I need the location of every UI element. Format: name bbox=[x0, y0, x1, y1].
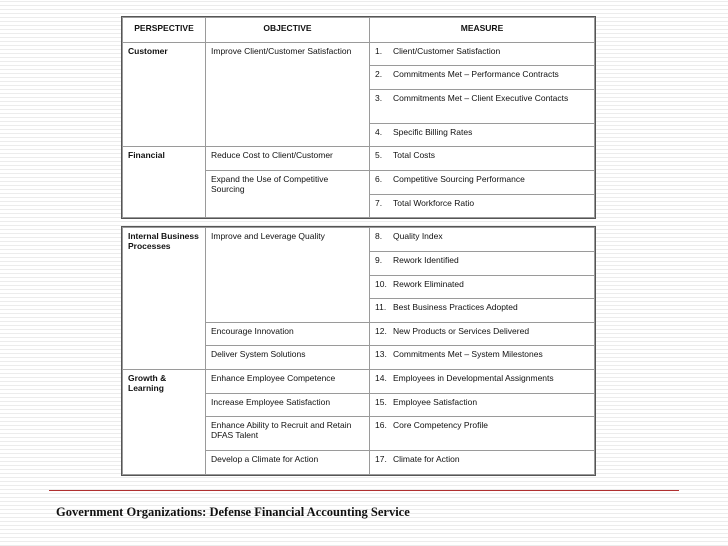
measure-number: 7. bbox=[375, 198, 383, 208]
measure-text: Competitive Sourcing Performance bbox=[393, 174, 525, 184]
measure-text: Climate for Action bbox=[393, 454, 460, 464]
measure-text: Rework Eliminated bbox=[393, 279, 464, 289]
measure-number: 16. bbox=[375, 420, 387, 430]
objective-cell: Increase Employee Satisfaction bbox=[206, 394, 370, 417]
objective-cell: Improve Client/Customer Satisfaction bbox=[206, 43, 370, 147]
objective-cell: Enhance Employee Competence bbox=[206, 370, 370, 394]
measure-number: 15. bbox=[375, 397, 387, 407]
objective-header: OBJECTIVE bbox=[206, 18, 370, 43]
measure-cell bbox=[370, 66, 595, 90]
measure-number: 5. bbox=[375, 150, 383, 160]
objective-cell: Enhance Ability to Recruit and Retain DFAS Talent bbox=[206, 417, 370, 451]
objective-cell: Develop a Climate for Action bbox=[206, 451, 370, 475]
measure-cell bbox=[370, 147, 595, 171]
measure-cell bbox=[370, 171, 595, 195]
measure-text: Commitments Met – Performance Contracts bbox=[393, 69, 559, 79]
objective-cell: Reduce Cost to Client/Customer bbox=[206, 147, 370, 171]
measure-cell bbox=[370, 417, 595, 451]
measure-number: 14. bbox=[375, 373, 387, 383]
measure-text: Best Business Practices Adopted bbox=[393, 302, 518, 312]
measure-number: 10. bbox=[375, 279, 387, 289]
measure-cell bbox=[370, 124, 595, 147]
measure-cell bbox=[370, 228, 595, 252]
scorecard-table-1 bbox=[122, 17, 595, 218]
measure-text: Total Workforce Ratio bbox=[393, 198, 475, 208]
perspective-financial: Financial bbox=[123, 147, 206, 218]
perspective-growth: Growth & Learning bbox=[123, 370, 206, 475]
measure-text: Rework Identified bbox=[393, 255, 459, 265]
measure-number: 11. bbox=[375, 302, 387, 312]
measure-text: Commitments Met – Client Executive Contacts bbox=[393, 93, 569, 103]
measure-cell bbox=[370, 394, 595, 417]
objective-cell: Deliver System Solutions bbox=[206, 346, 370, 370]
measure-cell bbox=[370, 370, 595, 394]
measure-number: 12. bbox=[375, 326, 387, 336]
objective-cell: Expand the Use of Competitive Sourcing bbox=[206, 171, 370, 218]
measure-number: 9. bbox=[375, 255, 383, 265]
footer-caption: Government Organizations: Defense Financial Accounting Service bbox=[56, 505, 410, 519]
perspective-customer: Customer bbox=[123, 43, 206, 147]
measure-cell bbox=[370, 90, 595, 124]
measure-number: 4. bbox=[375, 127, 383, 137]
measure-number: 8. bbox=[375, 231, 383, 241]
footer-divider bbox=[49, 490, 679, 491]
measure-text: Employee Satisfaction bbox=[393, 397, 478, 407]
measure-text: New Products or Services Delivered bbox=[393, 326, 530, 336]
measure-cell bbox=[370, 346, 595, 370]
measure-text: Employees in Developmental Assignments bbox=[393, 373, 554, 383]
measure-number: 17. bbox=[375, 454, 387, 464]
measure-text: Total Costs bbox=[393, 150, 436, 160]
measure-cell bbox=[370, 299, 595, 323]
measure-number: 1. bbox=[375, 46, 383, 56]
measure-cell bbox=[370, 252, 595, 276]
measure-text: Quality Index bbox=[393, 231, 443, 241]
measure-text: Client/Customer Satisfaction bbox=[393, 46, 501, 56]
measure-number: 2. bbox=[375, 69, 383, 79]
measure-number: 3. bbox=[375, 93, 383, 103]
measure-header: MEASURE bbox=[370, 18, 595, 43]
perspective-internal: Internal Business Processes bbox=[123, 228, 206, 370]
measure-cell bbox=[370, 323, 595, 346]
measure-text: Specific Billing Rates bbox=[393, 127, 473, 137]
measure-cell bbox=[370, 276, 595, 299]
measure-text: Commitments Met – System Milestones bbox=[393, 349, 543, 359]
measure-cell bbox=[370, 43, 595, 66]
measure-number: 6. bbox=[375, 174, 383, 184]
measure-cell bbox=[370, 451, 595, 475]
objective-cell: Improve and Leverage Quality bbox=[206, 228, 370, 323]
measure-cell bbox=[370, 195, 595, 218]
measure-number: 13. bbox=[375, 349, 387, 359]
scorecard-table-2 bbox=[122, 227, 595, 475]
measure-text: Core Competency Profile bbox=[393, 420, 488, 430]
objective-cell: Encourage Innovation bbox=[206, 323, 370, 346]
perspective-header: PERSPECTIVE bbox=[123, 18, 206, 43]
